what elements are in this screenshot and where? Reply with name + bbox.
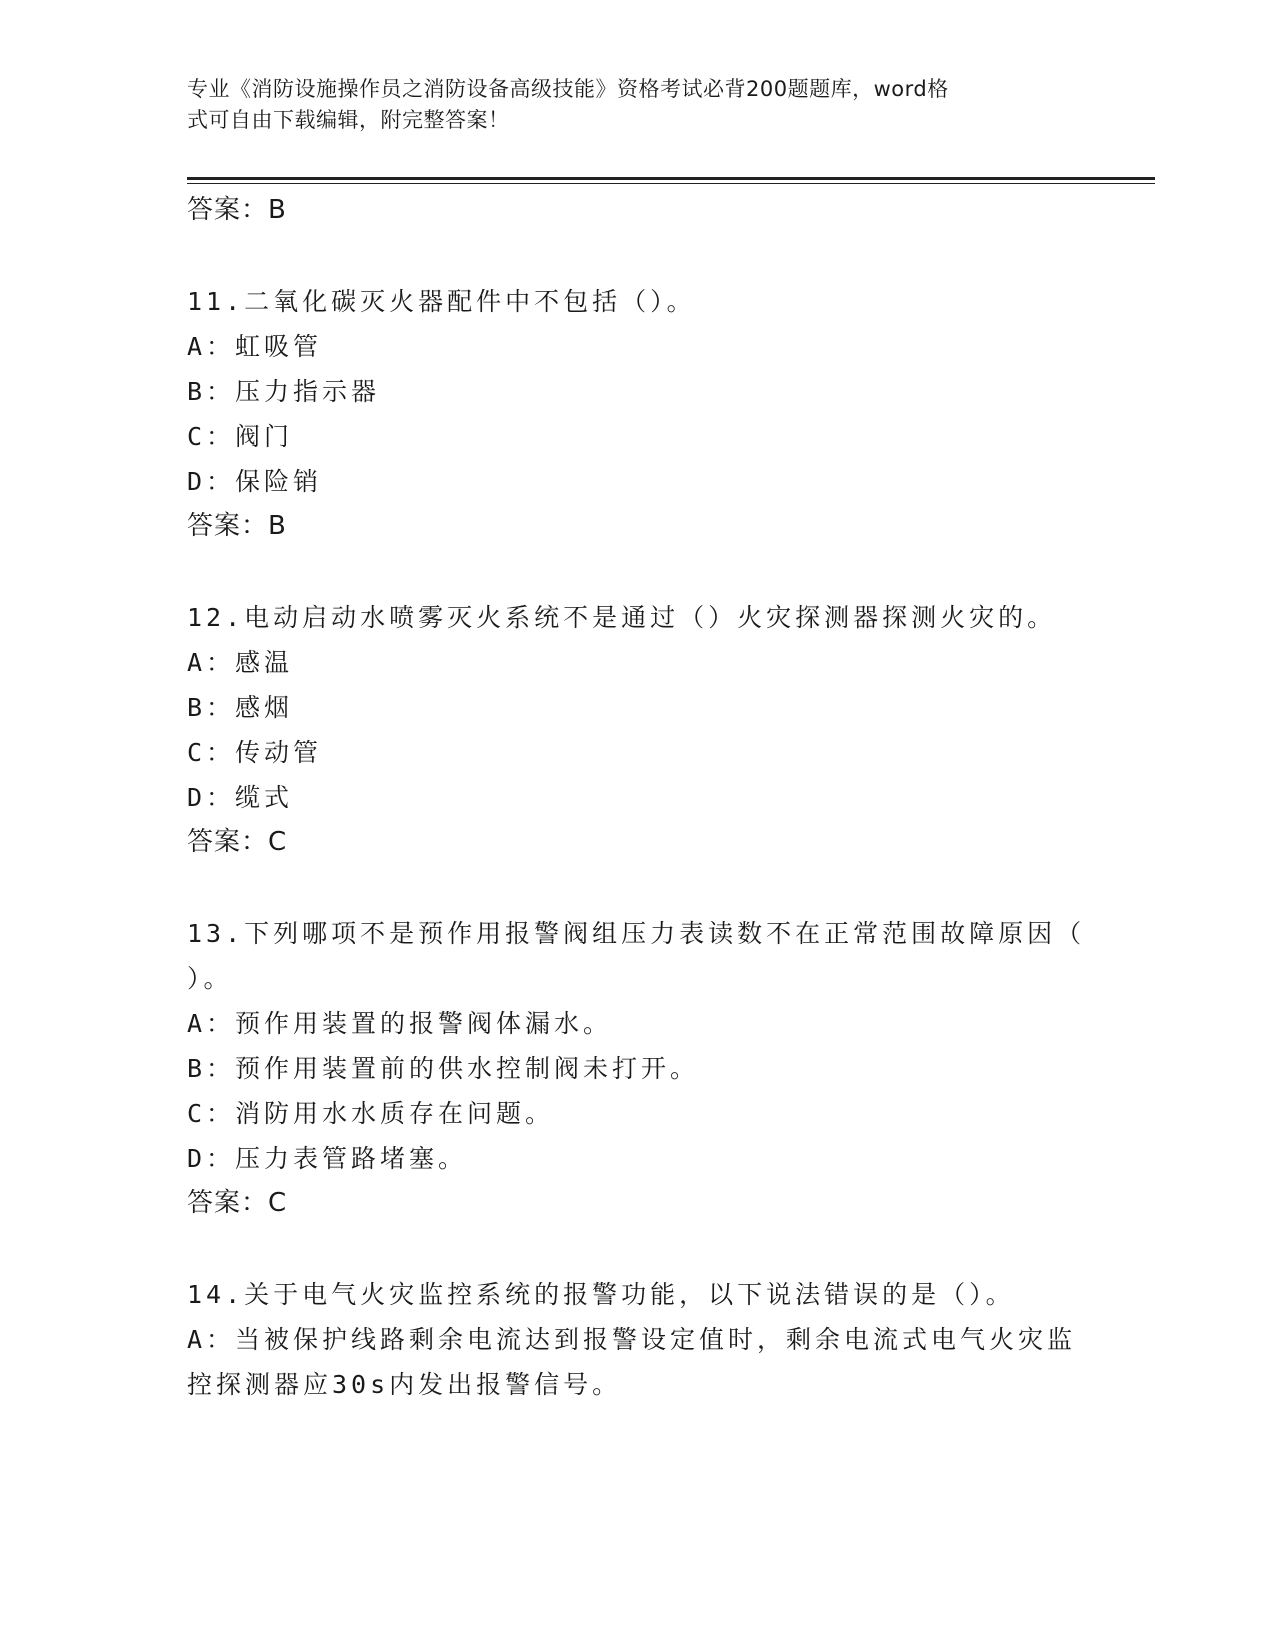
- option-b: B：感烟: [187, 693, 294, 722]
- question-list: [187, 188, 1087, 1407]
- option-a-line-2: 控探测器应30s内发出报警信号。: [187, 1370, 622, 1399]
- header-divider-thick: [187, 177, 1155, 180]
- option-b: B：压力指示器: [187, 377, 381, 406]
- option-a: A：感温: [187, 648, 294, 677]
- question-13: [187, 911, 1087, 1226]
- option-a: A：虹吸管: [187, 332, 323, 361]
- answer-line: 答案：B: [187, 511, 287, 541]
- question-stem: 14.关于电气火灾监控系统的报警功能，以下说法错误的是（）。: [187, 1280, 1015, 1309]
- answer-line: 答案：C: [187, 827, 288, 857]
- question-12: [187, 595, 1087, 865]
- header-divider-thin: [187, 183, 1155, 184]
- option-c: C：阀门: [187, 422, 294, 451]
- option-d: D：压力表管路堵塞。: [187, 1144, 468, 1173]
- option-d: D：缆式: [187, 783, 294, 812]
- question-11: [187, 279, 1087, 549]
- option-a-line-1: A：当被保护线路剩余电流达到报警设定值时，剩余电流式电气火灾监: [187, 1325, 1077, 1354]
- question-14: [187, 1272, 1087, 1407]
- header-line-1: 专业《消防设施操作员之消防设备高级技能》资格考试必背200题题库，word格: [187, 77, 949, 101]
- question-stem-line-2: ）。: [187, 964, 233, 993]
- option-b: B：预作用装置前的供水控制阀未打开。: [187, 1054, 700, 1083]
- document-header: [187, 74, 1087, 136]
- answer-line: 答案：C: [187, 1188, 288, 1218]
- option-c: C：传动管: [187, 738, 323, 767]
- option-a: A：预作用装置的报警阀体漏水。: [187, 1009, 613, 1038]
- option-c: C：消防用水水质存在问题。: [187, 1099, 555, 1128]
- question-stem: 11.二氧化碳灭火器配件中不包括（）。: [187, 287, 696, 316]
- header-line-2: 式可自由下载编辑，附完整答案！: [187, 108, 510, 132]
- question-stem-line-1: 13.下列哪项不是预作用报警阀组压力表读数不在正常范围故障原因（: [187, 919, 1086, 948]
- question-stem: 12.电动启动水喷雾灭火系统不是通过（）火灾探测器探测火灾的。: [187, 603, 1057, 632]
- answer-line: 答案：B: [187, 195, 287, 225]
- option-d: D：保险销: [187, 467, 323, 496]
